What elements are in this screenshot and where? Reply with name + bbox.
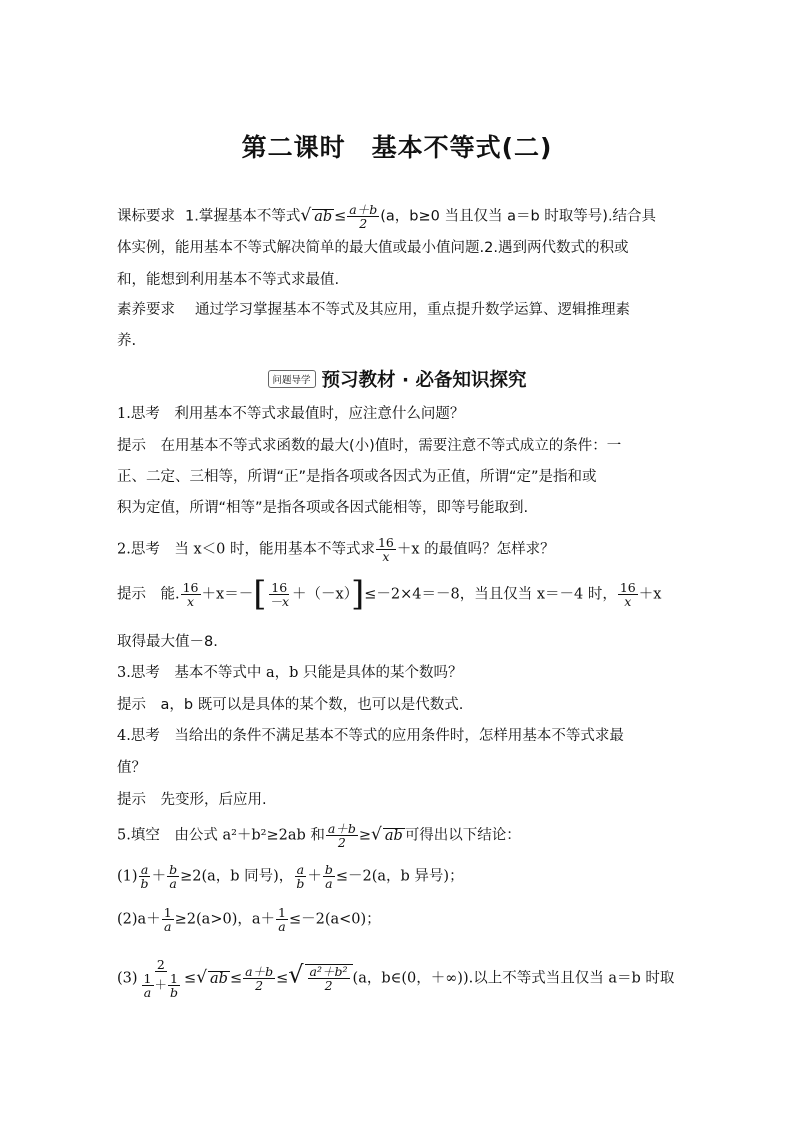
q2-text-b: ＋x 的最值吗？怎样求？ (396, 541, 555, 558)
fraction-b-over-a (323, 863, 335, 890)
q1-question: 1.思考 利用基本不等式求最值时，应注意什么问题？ (117, 406, 465, 422)
frac-den: 2 (255, 978, 264, 994)
fraction-harmonic-mean (139, 958, 183, 999)
frac-num: 1 (278, 905, 286, 920)
q3-question: 3.思考 基本不等式中 a，b 只能是具体的某个数吗？ (117, 665, 463, 681)
r1-mid: ≥2(a，b 同号)， (180, 868, 294, 885)
q5-intro (117, 822, 521, 849)
frac-num: 16 (377, 535, 394, 550)
frac-num: 2 (156, 957, 165, 972)
kebiao-label: 课标要求 (117, 208, 175, 225)
r1-prefix: (1) (117, 868, 138, 885)
le-symbol: ≤ (276, 970, 289, 987)
sqrt-quadratic-mean (305, 964, 353, 992)
q2-question (117, 536, 555, 563)
kebiao-line-2: 体实例，能用基本不等式解决简单的最大值或最小值问题.2.遇到两代数式的积或 (117, 240, 629, 256)
left-bracket: [ (253, 574, 267, 615)
frac-num: a＋b (349, 202, 378, 217)
ge-symbol: ≥ (358, 827, 372, 844)
frac-num: 16 (619, 580, 636, 595)
suyang-text-1: 通过学习掌握基本不等式及其应用，重点提升数学运算、逻辑推理素 (195, 302, 630, 318)
fraction-b-over-a (167, 863, 179, 890)
frac-num: a²＋b² (309, 964, 348, 980)
fraction-a-plus-b-over-2 (347, 203, 379, 230)
q1-answer-line-2: 正、二定、三相等，所谓“正”是指各项或各因式为正值，所谓“定”是指和或 (117, 469, 597, 485)
section-banner (0, 366, 794, 392)
frac-den: a (169, 876, 177, 892)
suyang-label: 素养要求 (117, 302, 175, 318)
frac-den: b (296, 876, 305, 892)
q1-answer-line-3: 积为定值，所谓“相等”是指各项或各因式能相等，即等号能取到. (117, 500, 529, 516)
q4-question-line-1: 4.思考 当给出的条件不满足基本不等式的应用条件时，怎样用基本不等式求最 (117, 728, 624, 744)
r2-end: ≤－2(a<0)； (288, 911, 381, 928)
q5-text-pre: 5.填空 由公式 a²＋b²≥2ab 和 (117, 827, 325, 844)
banner-tag: 问题导学 (268, 370, 316, 388)
sqrt-ab: ab (384, 827, 403, 844)
plus-sign: ＋ (151, 868, 167, 885)
frac-num: 1 (170, 971, 178, 987)
q2-text-a: 2.思考 当 x＜0 时，能用基本不等式求 (117, 541, 375, 558)
fraction-quadratic (308, 965, 350, 992)
r1-end: ≤－2(a，b 异号)； (335, 868, 464, 885)
q2-answer-end: ＋x (638, 586, 662, 603)
q5-text-post: 可得出以下结论： (404, 827, 521, 844)
sqrt-ab: ab (210, 970, 228, 987)
suyang-line-2: 养. (117, 333, 137, 349)
fraction-16-over-x (618, 581, 638, 608)
frac-num: b (169, 862, 178, 877)
fraction-a-plus-b-over-2 (326, 822, 358, 849)
r2-mid: ≥2(a>0)，a＋ (174, 911, 275, 928)
plus-sign: ＋ (154, 977, 168, 993)
frac-num: 16 (182, 580, 199, 595)
frac-den: a (278, 919, 286, 935)
r3-prefix: (3) (117, 970, 138, 987)
frac-num: b (324, 862, 333, 877)
r3-end: (a，b∈(0，＋∞)).以上不等式当且仅当 a＝b 时取 (352, 970, 675, 987)
kebiao-line-3: 和，能想到利用基本不等式求最值. (117, 272, 340, 288)
frac-den: b (170, 985, 179, 1001)
q2-answer-mid-3: ≤－2×4＝－8，当且仅当 x＝－4 时， (364, 586, 617, 603)
fraction-1-over-a (142, 972, 154, 999)
frac-den: x (624, 594, 632, 610)
q5-result-1 (117, 863, 464, 890)
frac-num: 16 (271, 580, 288, 595)
fraction-16-over-neg-x (267, 581, 291, 608)
right-bracket: ] (350, 574, 365, 615)
q2-answer-mid-1: ＋x＝－ (201, 586, 254, 603)
sqrt-symbol: √ (300, 205, 312, 226)
sqrt-symbol: √ (288, 960, 304, 989)
kebiao-line-1 (117, 203, 656, 230)
r2-prefix: (2)a＋ (117, 911, 161, 928)
q2-answer-line-2: 取得最大值－8. (117, 634, 218, 650)
fraction-1-over-b (168, 972, 180, 999)
suyang-line-1 (117, 303, 630, 318)
q5-result-2 (117, 906, 381, 933)
page-title: 第二课时 基本不等式(二) (241, 133, 553, 162)
frac-den: 2 (337, 835, 346, 851)
q2-answer-line-1 (117, 574, 662, 615)
sqrt-symbol: √ (371, 824, 382, 845)
banner-title: 预习教材 · 必备知识探究 (321, 370, 527, 391)
frac-den: a (163, 919, 172, 935)
frac-num: a (140, 862, 149, 877)
frac-den: x (382, 549, 390, 565)
frac-num: a＋b (245, 964, 274, 980)
fraction-1-over-a (276, 906, 288, 933)
fraction-16-over-x (181, 581, 201, 608)
q3-answer: 提示 a，b 既可以是具体的某个数，也可以是代数式. (117, 697, 464, 713)
q4-answer: 提示 先变形，后应用. (117, 792, 267, 808)
frac-den: a (325, 876, 333, 892)
le-symbol: ≤ (184, 970, 197, 987)
kebiao-text-1a: 1.掌握基本不等式 (185, 208, 301, 225)
frac-den: 2 (324, 978, 333, 994)
fraction-a-plus-b-over-2 (243, 965, 275, 992)
frac-den: a (143, 985, 152, 1001)
frac-den: b (140, 876, 149, 892)
sqrt-symbol: √ (196, 967, 208, 988)
frac-den: －x (269, 594, 290, 610)
frac-num: a＋b (327, 821, 356, 836)
frac-den: x (187, 594, 195, 610)
frac-den (139, 972, 183, 999)
q4-question-line-2: 值？ (117, 760, 146, 776)
kebiao-text-1b: (a，b≥0 当且仅当 a＝b 时取等号).结合具 (380, 208, 657, 225)
le-symbol: ≤ (229, 970, 243, 987)
q2-answer-mid-2: ＋（－x） (292, 586, 351, 603)
plus-sign: ＋ (307, 868, 322, 885)
frac-den: 2 (359, 216, 368, 232)
fraction-a-over-b (294, 863, 306, 890)
frac-num: a (296, 862, 305, 877)
q2-answer-prefix: 提示 能. (117, 586, 180, 603)
q1-answer-line-1: 提示 在用基本不等式求函数的最大(小)值时，需要注意不等式成立的条件：一 (117, 438, 622, 454)
fraction-1-over-a (162, 906, 174, 933)
fraction-a-over-b (139, 863, 151, 890)
sqrt-ab: ab (314, 208, 333, 225)
frac-num: 1 (163, 905, 172, 920)
q5-result-3 (117, 958, 674, 999)
frac-num: 1 (143, 971, 152, 987)
fraction-16-over-x (376, 536, 396, 563)
le-symbol: ≤ (334, 208, 347, 225)
